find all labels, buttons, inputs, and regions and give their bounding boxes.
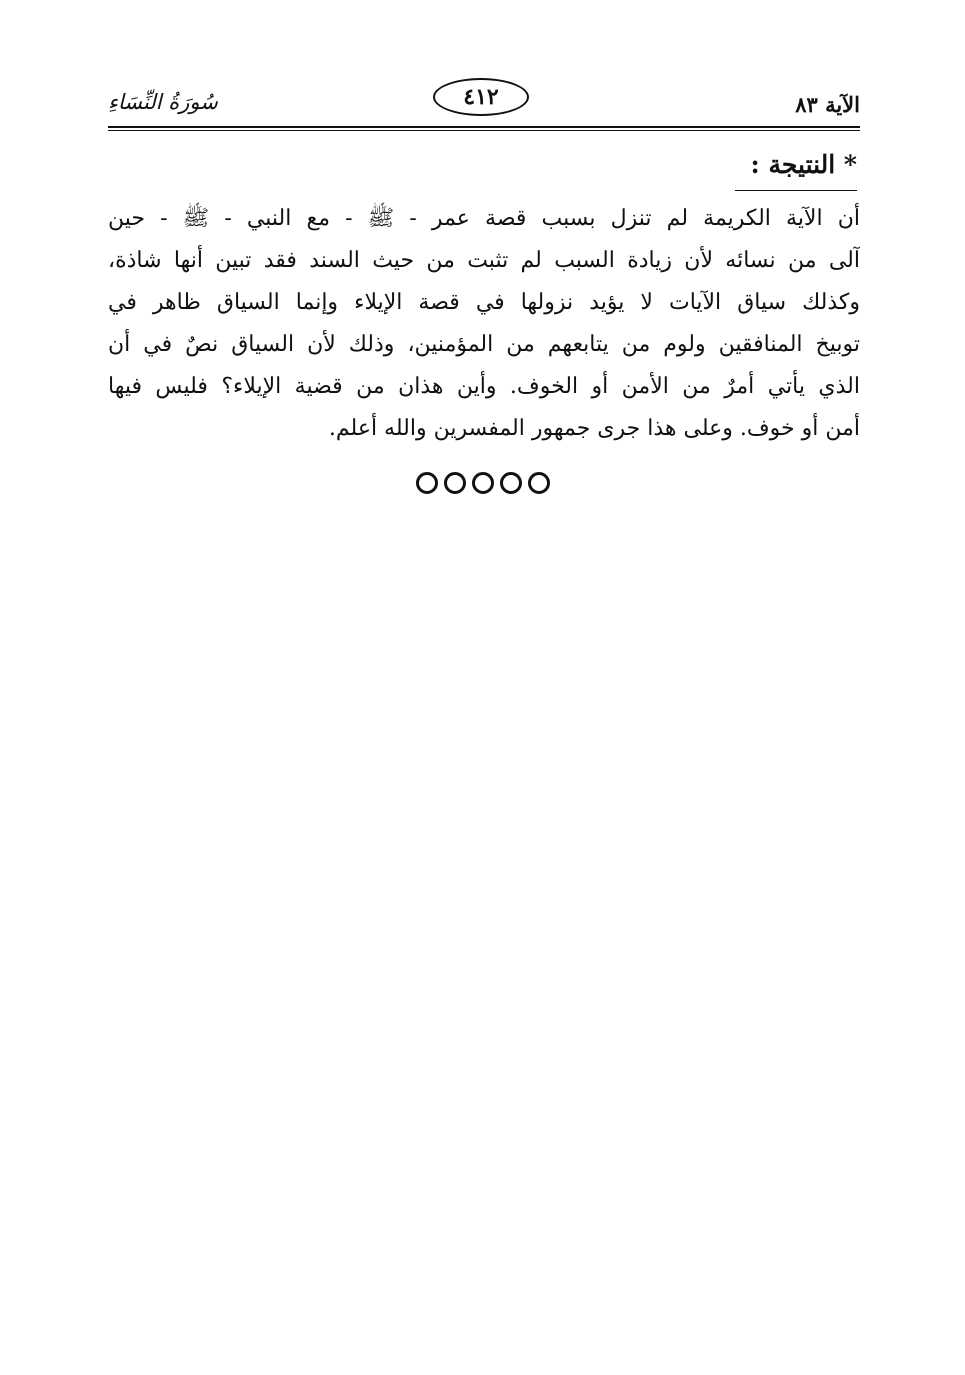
body-line: الذي يأتي أمرٌ من الأمن أو الخوف. وأين هذان من قضية الإيلاء؟ فليس فيها xyxy=(108,374,860,399)
page-number: ٤١٢ xyxy=(463,84,499,110)
surah-name: سُورَةُ النِّسَاءِ xyxy=(108,90,218,114)
body-line: أن الآية الكريمة لم تنزل بسبب قصة عمر - ﷺ - مع النبي - ﷺ - حين xyxy=(108,206,860,231)
page-header xyxy=(108,78,860,128)
separator-ring-icon xyxy=(416,472,438,494)
section-separator xyxy=(0,472,965,494)
body-line: آلى من نسائه لأن زيادة السبب لم تثبت من حيث السند فقد تبين أنها شاذة، xyxy=(108,248,860,273)
separator-ring-icon xyxy=(472,472,494,494)
body-line: وكذلك سياق الآيات لا يؤيد نزولها في قصة الإيلاء وإنما السياق ظاهر في xyxy=(108,290,860,315)
body-line: أمن أو خوف. وعلى هذا جرى جمهور المفسرين والله أعلم. xyxy=(328,416,860,441)
verse-label: الآية ٨٣ xyxy=(795,92,860,117)
page-number-frame xyxy=(433,78,529,116)
separator-ring-icon xyxy=(500,472,522,494)
body-paragraph xyxy=(108,198,860,450)
section-heading: * النتيجة : xyxy=(750,150,857,179)
header-rule-thin xyxy=(108,130,860,131)
header-rule xyxy=(108,126,860,128)
separator-ring-icon xyxy=(528,472,550,494)
heading-underline xyxy=(735,190,857,191)
separator-ring-icon xyxy=(444,472,466,494)
body-line: توبيخ المنافقين ولوم من يتابعهم من المؤمنين، وذلك لأن السياق نصٌ في أن xyxy=(108,332,860,357)
